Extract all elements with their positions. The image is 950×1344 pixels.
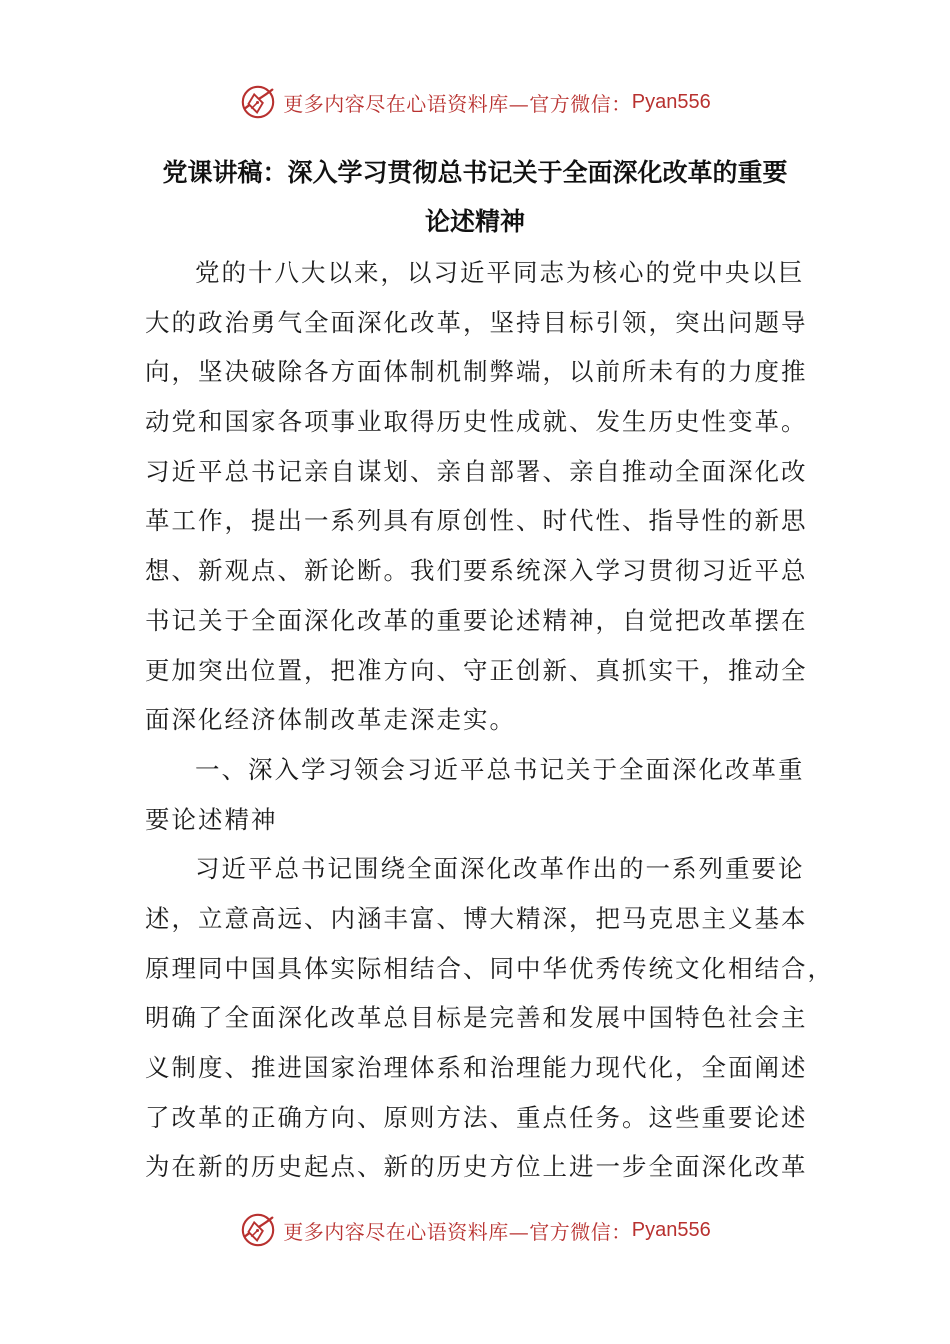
paragraph-line: 革工作，提出一系列具有原创性、时代性、指导性的新思 [145,506,808,536]
watermark-wechat-id: Pyan556 [631,90,711,113]
paragraph-line: 党的十八大以来，以习近平同志为核心的党中央以巨 [195,258,805,287]
watermark-banner-bottom [0,1208,950,1252]
paragraph-line: 动党和国家各项事业取得历史性成就、发生历史性变革。 [145,407,808,437]
watermark-wechat-id: Pyan556 [631,1218,711,1241]
pen-nib-circle-icon [239,1211,277,1249]
document-title-line-1: 党课讲稿：深入学习贯彻总书记关于全面深化改革的重要 [162,158,788,187]
paragraph-line: 述，立意高远、内涵丰富、博大精深，把马克思主义基本 [145,903,808,933]
watermark-banner-top [0,80,950,124]
watermark-text: 更多内容尽在心语资料库—官方微信： [283,91,632,116]
paragraph-line: 了改革的正确方向、原则方法、重点任务。这些重要论述 [145,1102,808,1132]
paragraph-line: 原理同中国具体实际相结合、同中华优秀传统文化相结合， [145,953,834,983]
pen-nib-circle-icon [239,83,277,121]
document-body [145,248,834,1192]
document-title-line-2: 论述精神 [424,207,525,236]
paragraph-line: 习近平总书记围绕全面深化改革作出的一系列重要论 [195,854,805,884]
paragraph-line: 为在新的历史起点、新的历史方位上进一步全面深化改革 [145,1152,808,1182]
paragraph-line: 书记关于全面深化改革的重要论述精神，自觉把改革摆在 [145,605,808,635]
section-heading-line: 要论述精神 [145,804,278,834]
paragraph-line: 习近平总书记亲自谋划、亲自部署、亲自推动全面深化改 [145,456,808,486]
paragraph-line: 大的政治勇气全面深化改革，坚持目标引领，突出问题导 [145,307,808,337]
paragraph-line: 义制度、推进国家治理体系和治理能力现代化，全面阐述 [145,1053,808,1082]
paragraph-line: 明确了全面深化改革总目标是完善和发展中国特色社会主 [145,1003,808,1033]
watermark-text: 更多内容尽在心语资料库—官方微信： [283,1219,632,1244]
paragraph-line: 想、新观点、新论断。我们要系统深入学习贯彻习近平总 [145,556,808,586]
paragraph-line: 向，坚决破除各方面体制机制弊端，以前所未有的力度推 [145,357,808,387]
paragraph-line: 更加突出位置，把准方向、守正创新、真抓实干，推动全 [145,655,808,685]
paragraph-line: 面深化经济体制改革走深走实。 [145,705,516,735]
section-heading-line: 一、深入学习领会习近平总书记关于全面深化改革重 [195,754,805,784]
